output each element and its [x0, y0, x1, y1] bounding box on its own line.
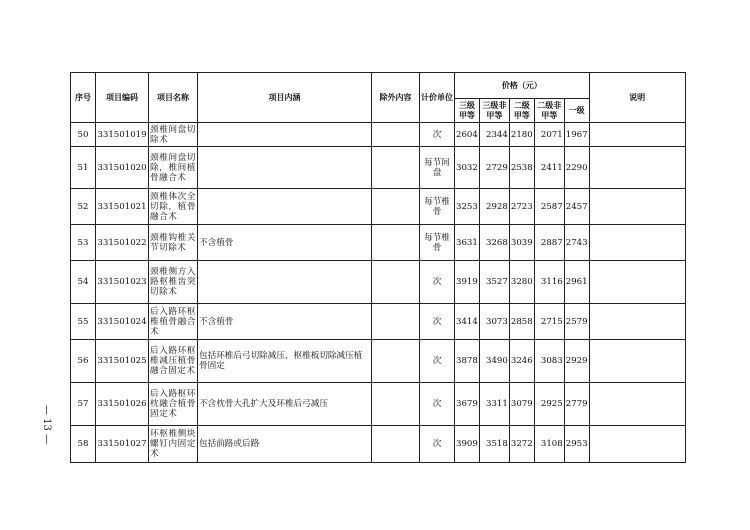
row-price-2a: 3272: [509, 426, 534, 463]
header-grade2a: 二级甲等: [509, 99, 534, 123]
row-price-1: 2290: [564, 147, 589, 189]
row-code: 331501023: [96, 261, 149, 304]
row-unit: 次: [420, 340, 455, 383]
row-price-1: 2953: [564, 426, 589, 463]
row-price-3a: 3414: [455, 304, 480, 340]
row-price-2b: 2925: [534, 383, 564, 426]
row-unit: 每节椎骨: [420, 189, 455, 225]
row-except: [372, 123, 420, 147]
row-unit: 次: [420, 304, 455, 340]
row-note: [589, 225, 685, 261]
row-price-2a: 3079: [509, 383, 534, 426]
row-note: [589, 147, 685, 189]
header-code: 项目编码: [96, 73, 149, 123]
row-price-1: 2961: [564, 261, 589, 304]
page-number: — 13 —: [41, 405, 52, 445]
row-note: [589, 340, 685, 383]
row-code: 331501019: [96, 123, 149, 147]
header-grade3a: 三级甲等: [455, 99, 480, 123]
table-row: [71, 426, 686, 463]
header-except: 除外内容: [372, 73, 420, 123]
row-unit: 每节间盘: [420, 147, 455, 189]
row-except: [372, 340, 420, 383]
table-row: [71, 225, 686, 261]
row-content: 包括环椎后弓切除减压，枢椎板切除减压植骨固定: [198, 340, 372, 383]
row-seq: 56: [71, 340, 96, 383]
row-price-2a: 3246: [509, 340, 534, 383]
header-unit: 计价单位: [420, 73, 455, 123]
row-name: 后入路环枢椎减压植骨融合固定术: [149, 340, 198, 383]
row-price-2a: 3280: [509, 261, 534, 304]
row-price-3b: 3490: [479, 340, 509, 383]
row-price-1: 2929: [564, 340, 589, 383]
row-unit: 次: [420, 383, 455, 426]
table-row: [71, 189, 686, 225]
row-content: 不含植骨: [198, 304, 372, 340]
row-price-1: 2579: [564, 304, 589, 340]
table-row: [71, 340, 686, 383]
row-price-3a: 3032: [455, 147, 480, 189]
row-price-2b: 3116: [534, 261, 564, 304]
row-content: 不含植骨: [198, 225, 372, 261]
row-price-3b: 3073: [479, 304, 509, 340]
row-price-2a: 2538: [509, 147, 534, 189]
row-price-2b: 2411: [534, 147, 564, 189]
row-price-3b: 2928: [479, 189, 509, 225]
row-note: [589, 304, 685, 340]
row-code: 331501022: [96, 225, 149, 261]
row-except: [372, 304, 420, 340]
row-price-2b: 2887: [534, 225, 564, 261]
row-name: 颈椎钩椎关节切除术: [149, 225, 198, 261]
row-price-3a: 3679: [455, 383, 480, 426]
row-price-1: 2779: [564, 383, 589, 426]
row-price-3b: 2344: [479, 123, 509, 147]
row-name: 后入路环枢椎植骨融合术: [149, 304, 198, 340]
row-content: 包括前路或后路: [198, 426, 372, 463]
table-row: [71, 304, 686, 340]
row-price-1: 2457: [564, 189, 589, 225]
row-except: [372, 426, 420, 463]
row-name: 颈椎间盘切除术: [150, 124, 196, 145]
row-code: 331501025: [96, 340, 149, 383]
row-code: 331501026: [96, 383, 149, 426]
row-price-3a: 3919: [455, 261, 480, 304]
row-seq: 51: [71, 147, 96, 189]
row-price-2a: 3039: [509, 225, 534, 261]
row-price-3b: 3311: [479, 383, 509, 426]
row-except: [372, 225, 420, 261]
row-price-2b: 2587: [534, 189, 564, 225]
row-price-2a: 2858: [509, 304, 534, 340]
header-name: 项目名称: [149, 73, 198, 123]
row-price-1: 1967: [564, 123, 589, 147]
header-grade1: 一级: [564, 99, 589, 123]
row-name: 颈椎侧方入路枢椎齿突切除术: [149, 261, 198, 304]
row-code: 331501020: [96, 147, 149, 189]
row-note: [589, 426, 685, 463]
row-price-2a: 2723: [509, 189, 534, 225]
row-note: [589, 189, 685, 225]
row-except: [372, 261, 420, 304]
row-price-3a: 3878: [455, 340, 480, 383]
row-except: [372, 383, 420, 426]
row-price-2b: 2715: [534, 304, 564, 340]
row-seq: 52: [71, 189, 96, 225]
row-unit: 次: [420, 426, 455, 463]
price-table: [70, 72, 686, 463]
row-price-3a: 3253: [455, 189, 480, 225]
row-seq: 53: [71, 225, 96, 261]
row-price-3a: 3631: [455, 225, 480, 261]
row-content: [198, 123, 372, 147]
row-code: 331501027: [96, 426, 149, 463]
row-price-2b: 3108: [534, 426, 564, 463]
header-grade2b: 二级非甲等: [534, 99, 564, 123]
table-row: [71, 147, 686, 189]
row-note: [589, 261, 685, 304]
row-price-3a: 2604: [455, 123, 480, 147]
row-seq: 54: [71, 261, 96, 304]
row-content: [198, 147, 372, 189]
row-code: 331501024: [96, 304, 149, 340]
row-price-3a: 3909: [455, 426, 480, 463]
row-seq: 58: [71, 426, 96, 463]
row-name: 颈椎间盘切除，椎间植骨融合术: [149, 147, 198, 189]
table-row: [71, 383, 686, 426]
row-seq: 57: [71, 383, 96, 426]
row-except: [372, 147, 420, 189]
row-price-3b: 3527: [479, 261, 509, 304]
row-price-3b: 2729: [479, 147, 509, 189]
row-name: 后入路枢环枕融合植骨固定术: [149, 383, 198, 426]
row-price-3b: 3268: [479, 225, 509, 261]
row-unit: 次: [420, 123, 455, 147]
row-content: [198, 189, 372, 225]
row-unit: 次: [420, 261, 455, 304]
row-seq: 55: [71, 304, 96, 340]
row-price-2b: 3083: [534, 340, 564, 383]
header-grade3b: 三级非甲等: [479, 99, 509, 123]
row-except: [372, 189, 420, 225]
row-note: [589, 123, 685, 147]
table-row: [71, 123, 686, 147]
row-unit: 每节椎骨: [420, 225, 455, 261]
row-content: [198, 261, 372, 304]
row-name: 环枢椎侧块螺钉内固定术: [149, 426, 198, 463]
row-note: [589, 383, 685, 426]
header-seq: 序号: [71, 73, 96, 123]
row-content: 不含枕骨大孔扩大及环椎后弓减压: [198, 383, 372, 426]
header-content: 项目内涵: [198, 73, 372, 123]
row-name: 颈椎体次全切除，植骨融合术: [149, 189, 198, 225]
row-price-1: 2743: [564, 225, 589, 261]
table-row: [71, 261, 686, 304]
row-code: 331501021: [96, 189, 149, 225]
row-seq: 50: [71, 123, 96, 147]
row-price-3b: 3518: [479, 426, 509, 463]
header-price: 价格（元）: [455, 73, 590, 99]
row-price-2b: 2071: [534, 123, 564, 147]
header-note: 说明: [589, 73, 685, 123]
row-price-2a: 2180: [509, 123, 534, 147]
